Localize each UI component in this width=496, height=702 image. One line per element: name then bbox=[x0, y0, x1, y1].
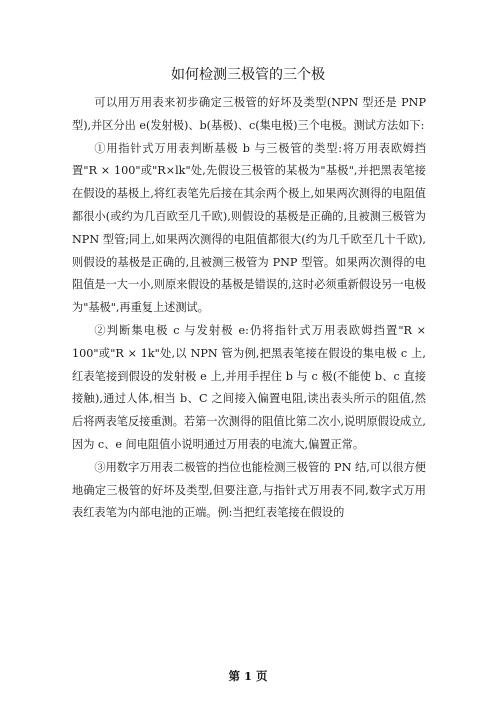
document-body bbox=[72, 92, 426, 525]
paragraph-method-3: ③用数字万用表二极管的挡位也能检测三极管的 PN 结,可以很方便地确定三极管的好坏及类型,但要注意,与指针式万用表不同,数字式万用表红表笔为内部电池的正端。例:当把红表笔接在假设的 bbox=[72, 460, 426, 520]
paragraph-intro: 可以用万用表来初步确定三极管的好坏及类型(NPN 型还是 PNP 型),并区分出 e(发射极)、b(基极)、c(集电极)三个电极。测试方法如下: bbox=[72, 96, 426, 132]
paragraph-method-1: ①用指针式万用表判断基极 b 与三极管的类型:将万用表欧姆挡置"R × 100"或"R×lk"处,先假设三极管的某极为"基极",并把黑表笔接在假设的基极上,将红表笔先后接在其余两个极上,如果两次测得的电阻值都很小(或约为几百欧至几千欧),则假设的基极是正确的,且被测三极管为 NPN 型管;同上,如果两次测得的电阻值都很大(约为几千欧至几十千欧),则假设的基极是正确的,且被测三极管为 PNP 型管。如果两次测得的电阻值是一大一小,则原来假设的基极是错误的,这时必须重新假设另一电极为"基极",再重复上述测试。 bbox=[72, 141, 426, 315]
page-number: 第 1 页 bbox=[228, 669, 268, 683]
page-title: 如何检测三极管的三个极 bbox=[171, 67, 325, 83]
paragraph-method-2: ②判断集电极 c 与发射极 e:仍将指针式万用表欧姆挡置"R × 100"或"R × 1k"处,以 NPN 管为例,把黑表笔接在假设的集电极 c 上,红表笔接到假设的发射极 e 上,并用手捏住 b 与 c 极(不能使 b、c 直接接触),通过人体,相当 b、C 之间接入偏置电阻,读出表头所示的阻值,然后将两表笔反接重测。若第一次测得的阻值比第二次小,说明原假设成立,因为 c、e 间电阻值小说明通过万用表的电流大,偏置正常。 bbox=[72, 323, 426, 451]
